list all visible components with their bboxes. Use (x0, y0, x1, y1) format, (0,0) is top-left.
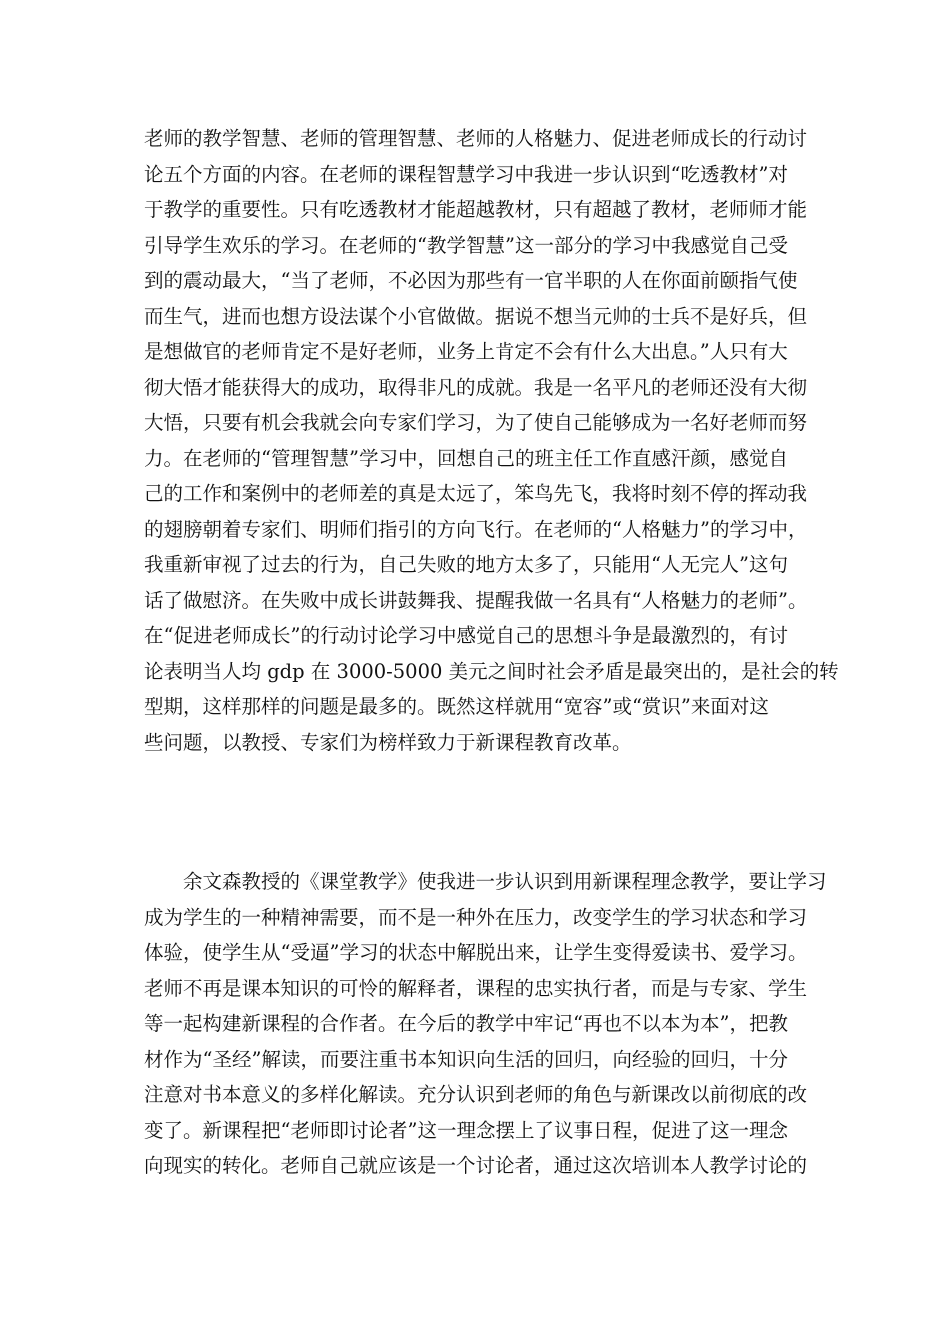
text-line: 成为学生的一种精神需要，而不是一种外在压力，改变学生的学习状态和学习 (144, 905, 808, 929)
text-line: 老师的教学智慧、老师的管理智慧、老师的人格魅力、促进老师成长的行动讨 (144, 127, 808, 150)
text-line: 引导学生欢乐的学习。在老师的“教学智慧”这一部分的学习中我感觉自己受 (144, 233, 788, 257)
text-line: 余文森教授的《课堂教学》使我进一步认识到用新课程理念教学，要让学习 (144, 870, 827, 893)
text-line: 型期，这样那样的问题是最多的。既然这样就用“宽容”或“赏识”来面对这 (144, 695, 769, 718)
text-line: 的翅膀朝着专家们、明师们指引的方向飞行。在老师的“人格魅力”的学习中， (144, 517, 808, 541)
text-line: 变了。新课程把“老师即讨论者”这一理念摆上了议事日程，促进了这一理念 (144, 1118, 788, 1142)
text-line: 我重新审视了过去的行为，自己失败的地方太多了，只能用“人无完人”这句 (144, 553, 788, 576)
text-line: 论五个方面的内容。在老师的课程智慧学习中我进一步认识到“吃透教材”对 (144, 162, 788, 186)
text-line: 大悟，只要有机会我就会向专家们学习，为了使自己能够成为一名好老师而努 (144, 411, 808, 434)
text-line: 体验，使学生从“受逼”学习的状态中解脱出来，让学生变得爱读书、爱学习。 (144, 941, 808, 964)
text-line: 论表明当人均 gdp 在 3000-5000 美元之间时社会矛盾是最突出的，是社会的转 (144, 659, 839, 683)
text-line: 力。在老师的“管理智慧”学习中，回想自己的班主任工作直感汗颜，感觉自 (144, 446, 788, 470)
text-line: 注意对书本意义的多样化解读。充分认识到老师的角色与新课改以前彻底的改 (144, 1083, 808, 1106)
paragraph-1 (144, 121, 839, 760)
text-line: 向现实的转化。老师自己就应该是一个讨论者，通过这次培训本人教学讨论的 (144, 1154, 808, 1177)
text-line: 等一起构建新课程的合作者。在今后的教学中牢记“再也不以本为本”，把教 (144, 1012, 788, 1035)
text-line: 于教学的重要性。只有吃透教材才能超越教材，只有超越了教材，老师师才能 (144, 198, 808, 221)
text-line: 些问题，以教授、专家们为榜样致力于新课程教育改革。 (144, 730, 632, 754)
text-line: 彻大悟才能获得大的成功，取得非凡的成就。我是一名平凡的老师还没有大彻 (144, 375, 808, 399)
text-line: 己的工作和案例中的老师差的真是太远了，笨鸟先飞，我将时刻不停的挥动我 (144, 482, 808, 505)
text-line: 是想做官的老师肯定不是好老师，业务上肯定不会有什么大出息。”人只有大 (144, 340, 788, 363)
text-line: 在“促进老师成长”的行动讨论学习中感觉自己的思想斗争是最激烈的，有讨 (144, 624, 788, 647)
text-line: 而生气，进而也想方设法谋个小官做做。据说不想当元帅的士兵不是好兵，但 (144, 304, 808, 328)
text-line: 材作为“圣经”解读，而要注重书本知识向生活的回归，向经验的回归，十分 (144, 1047, 788, 1071)
text-line: 老师不再是课本知识的可怜的解释者，课程的忠实执行者，而是与专家、学生 (144, 976, 808, 1000)
text-line: 到的震动最大，“当了老师，不必因为那些有一官半职的人在你面前颐指气使 (144, 269, 798, 292)
text-line: 话了做慰济。在失败中成长讲鼓舞我、提醒我做一名具有“人格魅力的老师”。 (144, 588, 808, 612)
paragraph-2 (144, 864, 827, 1184)
